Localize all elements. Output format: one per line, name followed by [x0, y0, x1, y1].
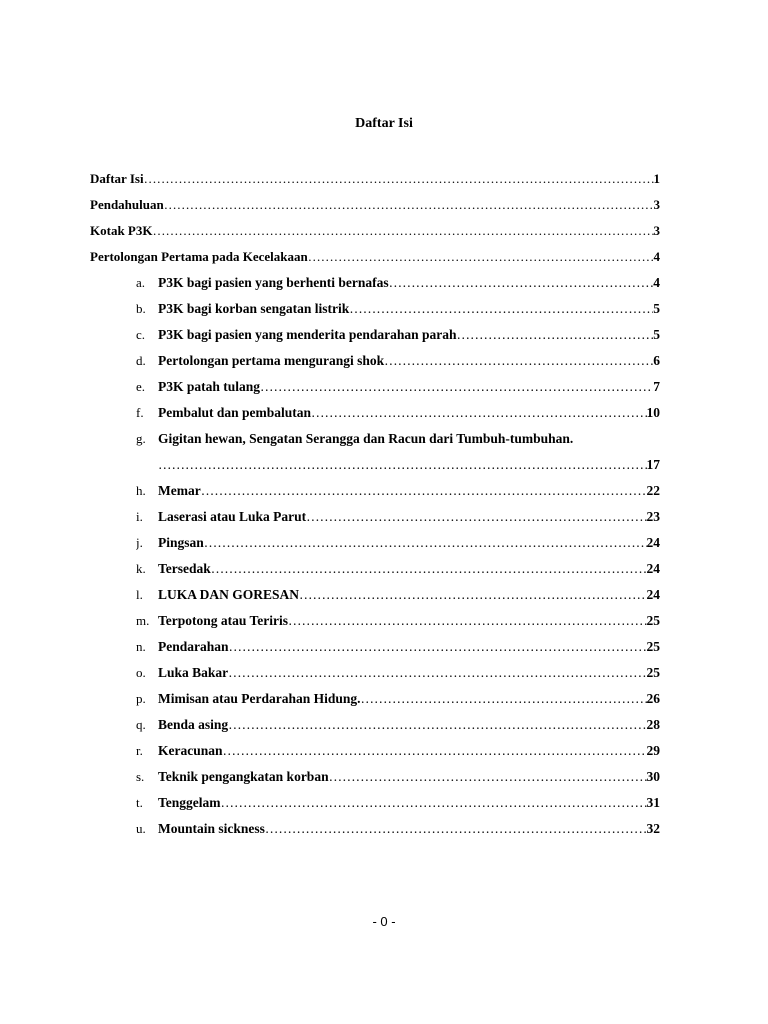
dot-leader — [228, 712, 646, 738]
dot-leader — [201, 478, 647, 504]
toc-subentry-m — [136, 608, 660, 634]
toc-subentry-f — [136, 400, 660, 426]
toc-entry-title: Tersedak — [158, 561, 211, 576]
table-of-contents — [90, 166, 660, 842]
dot-leader — [204, 530, 647, 556]
dot-leader — [164, 192, 654, 218]
toc-entry-title: Gigitan hewan, Sengatan Serangga dan Racun dari Tumbuh-tumbuhan. — [158, 431, 574, 446]
toc-entry-title: Pembalut dan pembalutan — [158, 405, 312, 420]
toc-entry-daftar-isi — [90, 166, 660, 192]
dot-leader — [349, 296, 653, 322]
toc-entry-page: 26 — [646, 691, 660, 706]
list-marker: a. — [136, 275, 146, 290]
toc-entry-title: Pendahuluan — [90, 197, 164, 212]
toc-subentry-j — [136, 530, 660, 556]
toc-entry-title: Mountain sickness — [158, 821, 265, 836]
toc-entry-page: 4 — [653, 275, 660, 290]
toc-subentry-r — [136, 738, 660, 764]
toc-subentry-u — [136, 816, 660, 842]
list-marker: m. — [136, 613, 150, 628]
toc-entry-title: Benda asing — [158, 717, 229, 732]
toc-subentry-p — [136, 686, 660, 712]
toc-entry-title: LUKA DAN GORESAN — [158, 587, 300, 602]
dot-leader — [361, 686, 647, 712]
toc-entry-page: 24 — [646, 535, 660, 550]
dot-leader — [152, 218, 653, 244]
toc-entry-title: P3K bagi pasien yang berhenti bernafas — [158, 275, 389, 290]
toc-entry-page: 23 — [646, 509, 660, 524]
toc-subentry-l — [136, 582, 660, 608]
toc-entry-title: Pendarahan — [158, 639, 229, 654]
dot-leader — [223, 738, 647, 764]
dot-leader — [311, 400, 646, 426]
dot-leader — [384, 348, 653, 374]
toc-entry-title: Tenggelam — [158, 795, 221, 810]
toc-entry-page: 32 — [646, 821, 660, 836]
dot-leader — [306, 504, 646, 530]
dot-leader — [144, 166, 654, 192]
toc-entry-page: 4 — [653, 249, 660, 264]
dot-leader — [308, 244, 654, 270]
list-marker: k. — [136, 561, 146, 576]
toc-entry-page: 25 — [646, 613, 660, 628]
list-marker: h. — [136, 483, 146, 498]
toc-entry-title: Keracunan — [158, 743, 223, 758]
toc-subentry-c — [136, 322, 660, 348]
toc-entry-page: 7 — [653, 379, 660, 394]
toc-entry-page: 24 — [646, 561, 660, 576]
page-title: Daftar Isi — [355, 116, 413, 131]
toc-subentry-a — [136, 270, 660, 296]
toc-subentry-q — [136, 712, 660, 738]
toc-entry-title: Pingsan — [158, 535, 204, 550]
toc-entry-page: 5 — [653, 301, 660, 316]
toc-entry-title: P3K bagi korban sengatan listrik — [158, 301, 350, 316]
list-marker: p. — [136, 691, 146, 706]
toc-entry-page: 30 — [646, 769, 660, 784]
toc-entry-title: Pertolongan Pertama pada Kecelakaan — [90, 249, 308, 264]
toc-entry-kotak-p3k — [90, 218, 660, 244]
toc-subentry-d — [136, 348, 660, 374]
toc-subentry-s — [136, 764, 660, 790]
list-marker: i. — [136, 509, 143, 524]
toc-entry-page: 5 — [653, 327, 660, 342]
toc-subentry-e — [136, 374, 660, 400]
toc-entry-title: Teknik pengangkatan korban — [158, 769, 329, 784]
list-marker: e. — [136, 379, 146, 394]
toc-entry-title: Daftar Isi — [90, 171, 144, 186]
list-marker: d. — [136, 353, 146, 368]
toc-entry-page: 24 — [646, 587, 660, 602]
list-marker: s. — [136, 769, 145, 784]
list-marker: n. — [136, 639, 146, 654]
toc-entry-page: 25 — [646, 665, 660, 680]
list-marker: j. — [136, 535, 143, 550]
dot-leader — [299, 582, 646, 608]
toc-subentry-o — [136, 660, 660, 686]
dot-leader — [229, 634, 647, 660]
toc-entry-page: 31 — [646, 795, 660, 810]
dot-leader — [211, 556, 647, 582]
toc-entry-page: 17 — [646, 457, 660, 472]
toc-entry-title: P3K bagi pasien yang menderita pendarahan parah — [158, 327, 457, 342]
toc-subentry-k — [136, 556, 660, 582]
list-marker: g. — [136, 431, 146, 446]
list-marker: b. — [136, 301, 146, 316]
toc-entry-title: Memar — [158, 483, 201, 498]
toc-subentry-n — [136, 634, 660, 660]
list-marker: l. — [136, 587, 143, 602]
toc-subentry-i — [136, 504, 660, 530]
toc-subentry-g-continuation — [136, 452, 660, 478]
toc-entry-title: Terpotong atau Teriris — [158, 613, 289, 628]
toc-entry-page: 6 — [653, 353, 660, 368]
dot-leader — [288, 608, 646, 634]
toc-entry-title: Luka Bakar — [158, 665, 229, 680]
dot-leader — [389, 270, 654, 296]
toc-entry-title: Laserasi atau Luka Parut — [158, 509, 307, 524]
toc-entry-title: Mimisan atau Perdarahan Hidung. — [158, 691, 361, 706]
list-marker: f. — [136, 405, 144, 420]
dot-leader — [158, 452, 647, 478]
toc-entry-page: 3 — [653, 223, 660, 238]
toc-subentry-b — [136, 296, 660, 322]
list-marker: r. — [136, 743, 143, 758]
toc-subentry-h — [136, 478, 660, 504]
toc-entry-title: Pertolongan pertama mengurangi shok — [158, 353, 385, 368]
list-marker: q. — [136, 717, 146, 732]
toc-entry-page: 22 — [646, 483, 660, 498]
toc-subentry-g — [136, 426, 660, 452]
toc-entry-title: P3K patah tulang — [158, 379, 261, 394]
toc-entry-title: Kotak P3K — [90, 223, 153, 238]
toc-subentry-t — [136, 790, 660, 816]
list-marker: c. — [136, 327, 146, 342]
dot-leader — [228, 660, 646, 686]
toc-entry-page: 3 — [653, 197, 660, 212]
toc-entry-pertolongan-pertama — [90, 244, 660, 270]
dot-leader — [329, 764, 647, 790]
toc-entry-page: 28 — [646, 717, 660, 732]
list-marker: t. — [136, 795, 143, 810]
toc-entry-page: 29 — [646, 743, 660, 758]
dot-leader — [265, 816, 647, 842]
dot-leader — [221, 790, 647, 816]
page-footer-number: - 0 - — [372, 914, 396, 929]
toc-entry-page: 25 — [646, 639, 660, 654]
dot-leader — [457, 322, 654, 348]
dot-leader — [260, 374, 653, 400]
list-marker: o. — [136, 665, 146, 680]
toc-entry-pendahuluan — [90, 192, 660, 218]
list-marker: u. — [136, 821, 146, 836]
toc-entry-page: 10 — [646, 405, 660, 420]
toc-entry-page: 1 — [653, 171, 660, 186]
